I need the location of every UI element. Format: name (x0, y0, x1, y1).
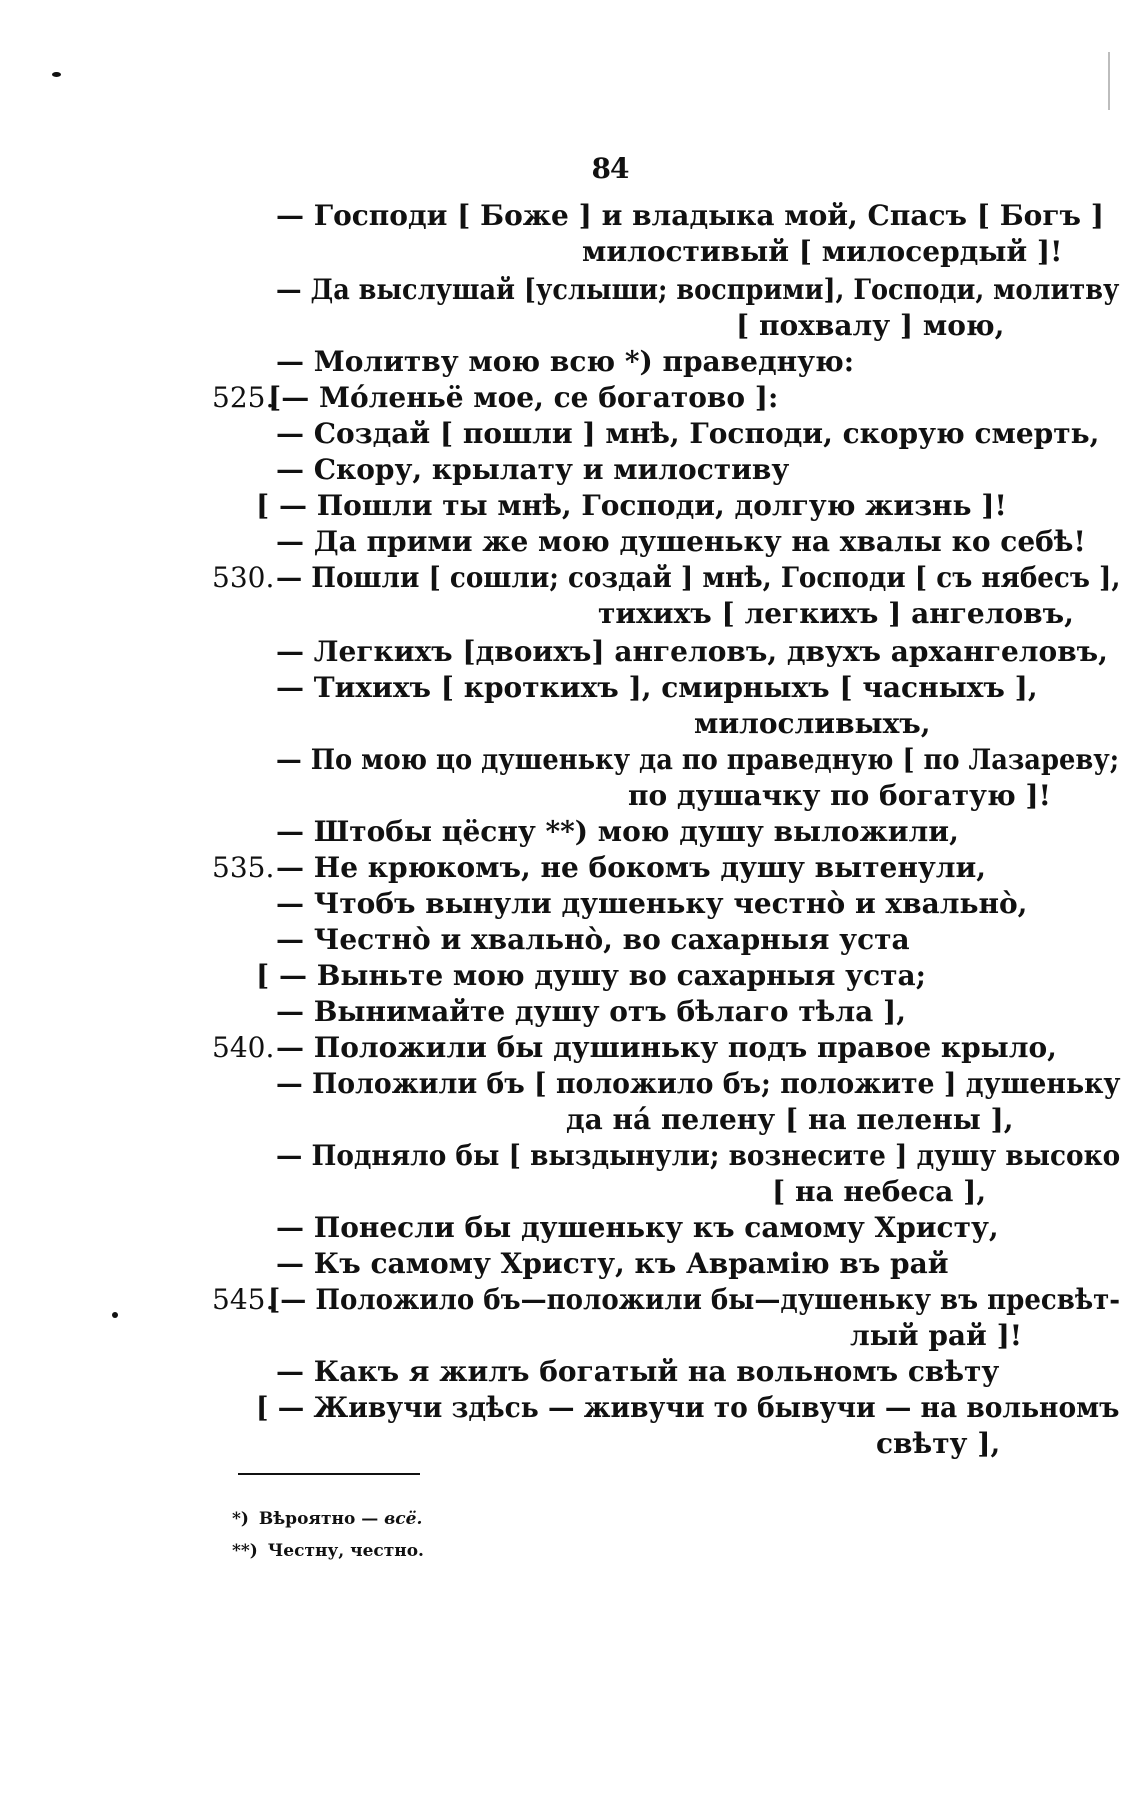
verse-line: — Чтобъ вынули душеньку честно̀ и хвально̀, (276, 887, 1028, 920)
footnote-text: Честну, честно. (267, 1541, 424, 1561)
verse-line: — Молитву мою всю *) праведную: (276, 345, 855, 378)
verse-line: [ похвалу ] мою, (736, 309, 1005, 342)
verse-line: — Положили бъ [ положило бъ; положите ] душеньку (276, 1067, 1121, 1100)
footnote-text: Вѣроятно — (258, 1509, 379, 1529)
verse-number: 540. (212, 1031, 275, 1064)
page-number: 84 (591, 152, 629, 185)
verse-line: [ на небеса ], (772, 1175, 987, 1208)
verse-line: — Создай [ пошли ] мнѣ, Господи, скорую смерть, (276, 417, 1100, 450)
verse-line: — Пошли [ сошли; создай ] мнѣ, Господи [ съ нябесъ ], (276, 561, 1121, 594)
verse-line: — Не крюкомъ, не бокомъ душу вытенули, (276, 851, 987, 884)
scan-edge-mark (1108, 52, 1110, 110)
footnote-italic: всё. (384, 1509, 423, 1529)
scan-speck (52, 72, 61, 77)
verse-line: милосливыхъ, (694, 707, 931, 740)
scan-speck (112, 1312, 118, 1318)
verse-line: — Понесли бы душеньку къ самому Христу, (276, 1211, 999, 1244)
verse-line: — Да выслушай [услыши; восприми], Господи, молитву (276, 273, 1120, 306)
footnote (232, 1538, 424, 1564)
verse-line: — Господи [ Боже ] и владыка мой, Спасъ [ Богъ ] (276, 199, 1104, 232)
footnote (232, 1506, 422, 1532)
verse-line: [— Мо́леньё мое, се богатово ]: (268, 381, 779, 414)
verse-line: свѣту ], (876, 1427, 1001, 1460)
verse-line: — Штобы цёсну **) мою душу выложили, (276, 815, 959, 848)
footnote-separator (238, 1473, 420, 1475)
verse-line: — Подняло бы [ выздынули; вознесите ] душу высоко (276, 1139, 1121, 1172)
verse-number: 545. (212, 1283, 275, 1316)
verse-line: [ — Пошли ты мнѣ, Господи, долгую жизнь ]! (256, 489, 1007, 522)
verse-line: — Вынимайте душу отъ бѣлаго тѣла ], (276, 995, 906, 1028)
verse-line: тихихъ [ легкихъ ] ангеловъ, (598, 597, 1074, 630)
verse-number: 535. (212, 851, 275, 884)
footnote-mark: *) (232, 1509, 249, 1529)
verse-line: [— Положило бъ—положили бы—душеньку въ пресвѣт- (268, 1283, 1121, 1316)
verse-line: — Положили бы душиньку подъ правое крыло, (276, 1031, 1057, 1064)
verse-number: 525. (212, 381, 275, 414)
verse-line: — Какъ я жилъ богатый на вольномъ свѣту (276, 1355, 1000, 1388)
verse-line: милостивый [ милосердый ]! (582, 235, 1063, 268)
verse-line: [ — Живучи здѣсь — живучи то бывучи — на вольномъ (256, 1391, 1120, 1424)
verse-line: — Къ самому Христу, къ Аврамію въ рай (276, 1247, 949, 1280)
verse-line: да на́ пелену [ на пелены ], (566, 1103, 1014, 1136)
verse-line: — Тихихъ [ кроткихъ ], смирныхъ [ часныхъ ], (276, 671, 1038, 704)
verse-line: по душачку по богатую ]! (628, 779, 1051, 812)
verse-number: 530. (212, 561, 275, 594)
footnote-mark: **) (232, 1541, 258, 1561)
verse-line: — Да прими же мою душеньку на хвалы ко себѣ! (276, 525, 1086, 558)
verse-line: — По мою цо душеньку да по праведную [ по Лазареву; (276, 743, 1120, 776)
verse-line: — Легкихъ [двоихъ] ангеловъ, двухъ архангеловъ, (276, 635, 1108, 668)
verse-line: лый рай ]! (850, 1319, 1023, 1352)
verse-line: [ — Выньте мою душу во сахарныя уста; (256, 959, 926, 992)
verse-line: — Честно̀ и хвально̀, во сахарныя уста (276, 923, 910, 956)
verse-line: — Скору, крылату и милостиву (276, 453, 790, 486)
